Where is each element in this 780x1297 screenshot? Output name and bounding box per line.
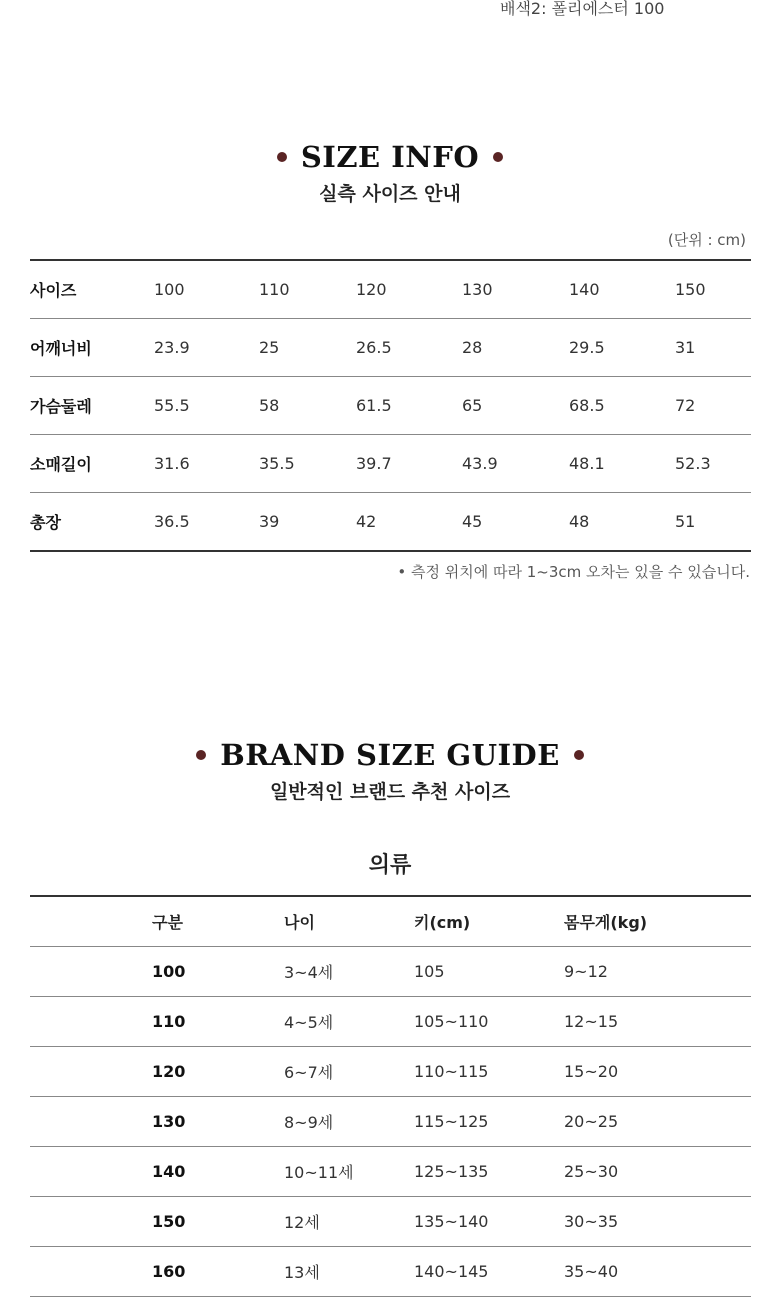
table-cell: 55.5 xyxy=(154,377,259,435)
bullet-dot-icon xyxy=(277,152,287,162)
table-row xyxy=(30,1147,751,1197)
table-cell: 43.9 xyxy=(462,435,569,493)
measurement-note: • 측정 위치에 따라 1~3cm 오차는 있을 수 있습니다. xyxy=(397,563,750,581)
size-info-title: SIZE INFO xyxy=(300,140,480,174)
row-label: 총장 xyxy=(30,513,61,532)
size-cell: 130 xyxy=(152,1097,284,1147)
age-cell: 8~9세 xyxy=(284,1097,414,1147)
table-row xyxy=(30,1247,751,1297)
table-cell: 39 xyxy=(259,512,280,531)
table-cell: 28 xyxy=(462,319,569,377)
weight-cell: 30~35 xyxy=(564,1197,751,1247)
age-cell: 4~5세 xyxy=(284,997,414,1047)
table-row xyxy=(30,947,751,997)
weight-cell: 25~30 xyxy=(564,1147,751,1197)
height-cell: 110~115 xyxy=(414,1047,564,1097)
table-row xyxy=(30,1197,751,1247)
table-row xyxy=(30,260,751,319)
table-row xyxy=(30,1097,751,1147)
table-cell: 130 xyxy=(462,260,569,319)
size-info-table xyxy=(30,259,751,552)
age-cell: 13세 xyxy=(284,1247,414,1297)
brand-guide-title: BRAND SIZE GUIDE xyxy=(220,738,560,772)
table-cell: 140 xyxy=(569,260,675,319)
table-cell: 29.5 xyxy=(569,319,675,377)
age-cell: 10~11세 xyxy=(284,1147,414,1197)
bullet-dot-icon xyxy=(493,152,503,162)
size-cell: 140 xyxy=(152,1147,284,1197)
row-label: 가슴둘레 xyxy=(30,377,154,435)
table-cell: 58 xyxy=(259,377,356,435)
table-cell: 39.7 xyxy=(356,435,462,493)
age-cell: 6~7세 xyxy=(284,1047,414,1097)
table-cell: 52.3 xyxy=(675,435,751,493)
table-cell: 72 xyxy=(675,377,751,435)
table-cell: 36.5 xyxy=(154,512,190,531)
table-cell: 31.6 xyxy=(154,435,259,493)
table-row xyxy=(30,377,751,435)
weight-cell: 9~12 xyxy=(564,947,751,997)
table-cell: 26.5 xyxy=(356,319,462,377)
brand-guide-heading xyxy=(0,738,780,772)
height-cell: 105 xyxy=(414,947,564,997)
weight-cell: 20~25 xyxy=(564,1097,751,1147)
size-cell: 120 xyxy=(152,1047,284,1097)
age-cell: 3~4세 xyxy=(284,947,414,997)
size-info-subtitle: 실측 사이즈 안내 xyxy=(319,183,461,205)
row-label: 사이즈 xyxy=(30,260,154,319)
row-label: 어깨너비 xyxy=(30,319,154,377)
table-cell: 42 xyxy=(356,512,377,531)
table-cell: 110 xyxy=(259,260,356,319)
row-label: 소매길이 xyxy=(30,435,154,493)
column-header: 나이 xyxy=(284,896,414,947)
column-header: 몸무게(kg) xyxy=(564,896,751,947)
unit-note: (단위 : cm) xyxy=(667,231,746,249)
table-cell: 25 xyxy=(259,319,356,377)
table-cell: 31 xyxy=(675,319,751,377)
height-cell: 115~125 xyxy=(414,1097,564,1147)
size-cell: 100 xyxy=(152,947,284,997)
table-cell: 23.9 xyxy=(154,319,259,377)
height-cell: 140~145 xyxy=(414,1247,564,1297)
size-cell: 110 xyxy=(152,997,284,1047)
column-header: 구분 xyxy=(152,896,284,947)
table-cell: 48.1 xyxy=(569,435,675,493)
table-cell: 100 xyxy=(154,260,259,319)
table-row xyxy=(30,997,751,1047)
table-cell: 51 xyxy=(675,512,696,531)
table-row xyxy=(30,435,751,493)
brand-guide-subtitle: 일반적인 브랜드 추천 사이즈 xyxy=(269,781,511,803)
bullet-dot-icon xyxy=(574,750,584,760)
size-cell: 150 xyxy=(152,1197,284,1247)
weight-cell: 12~15 xyxy=(564,997,751,1047)
column-header: 키(cm) xyxy=(414,896,564,947)
height-cell: 105~110 xyxy=(414,997,564,1047)
fabric-note: 배색2: 폴리에스터 100 xyxy=(500,0,665,18)
table-row xyxy=(30,1047,751,1097)
table-cell: 48 xyxy=(569,512,590,531)
bullet-dot-icon xyxy=(196,750,206,760)
height-cell: 125~135 xyxy=(414,1147,564,1197)
spacer-cell xyxy=(30,896,152,947)
weight-cell: 35~40 xyxy=(564,1247,751,1297)
table-cell: 120 xyxy=(356,260,462,319)
table-cell: 65 xyxy=(462,377,569,435)
category-title: 의류 xyxy=(368,853,412,878)
table-cell: 45 xyxy=(462,512,483,531)
brand-size-table xyxy=(30,895,751,1297)
table-cell: 35.5 xyxy=(259,435,356,493)
size-info-heading xyxy=(0,140,780,174)
size-cell: 160 xyxy=(152,1247,284,1297)
age-cell: 12세 xyxy=(284,1197,414,1247)
weight-cell: 15~20 xyxy=(564,1047,751,1097)
table-cell: 68.5 xyxy=(569,377,675,435)
table-row xyxy=(30,319,751,377)
height-cell: 135~140 xyxy=(414,1197,564,1247)
table-header-row xyxy=(30,896,751,947)
table-cell: 150 xyxy=(675,260,751,319)
table-cell: 61.5 xyxy=(356,377,462,435)
table-row xyxy=(30,493,751,552)
